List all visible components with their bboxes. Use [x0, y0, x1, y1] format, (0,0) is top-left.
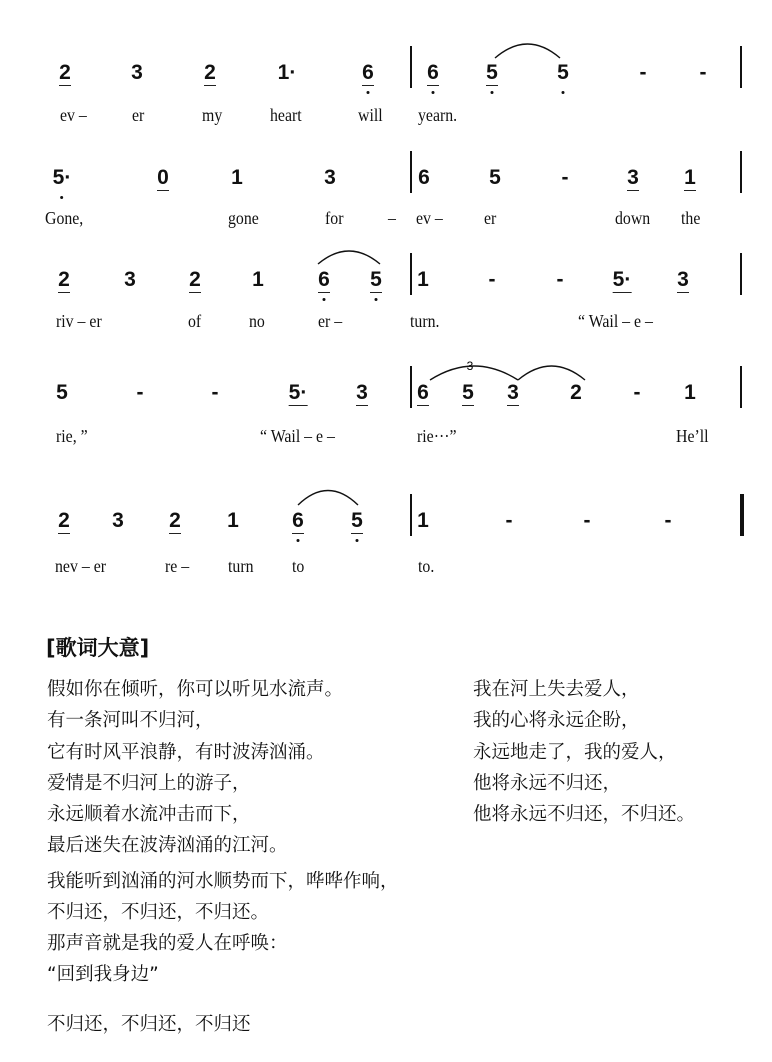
lyric-syllable: rie···”: [417, 426, 457, 446]
note-value: 1: [231, 166, 243, 189]
note-value: 1: [417, 268, 429, 291]
meaning-line: 假如你在倾听，你可以听见水流声。: [47, 679, 344, 700]
meaning-line: 他将永远不归还，: [473, 773, 622, 794]
slur: [318, 251, 380, 264]
meaning-line: 最后迷失在波涛汹涌的江河。: [47, 835, 288, 856]
note-value: 2: [204, 61, 216, 84]
lyric-syllable: Gone,: [45, 208, 84, 228]
note-value: 5·: [612, 268, 632, 291]
note-value: 5: [56, 381, 68, 404]
note-value: 3: [124, 268, 136, 291]
note-value: -: [211, 381, 219, 404]
note-value: 5·: [52, 166, 72, 189]
note-value: -: [556, 268, 564, 291]
meaning-line: 永远地走了，我的爱人，: [473, 742, 677, 763]
lyric-syllable: for: [325, 208, 344, 228]
lyric-syllable: to.: [418, 556, 435, 576]
note-value: 3: [507, 381, 519, 404]
lyric-syllable: of: [188, 311, 202, 331]
lyric-syllable: re –: [165, 556, 190, 576]
note-value: 3: [324, 166, 336, 189]
slur: [518, 366, 585, 380]
section-title: [歌词大意]: [46, 636, 150, 660]
lyric-syllable: yearn.: [418, 105, 458, 125]
lyric-syllable: riv – er: [56, 311, 102, 331]
note-value: 1: [227, 509, 239, 532]
note-value: 2: [58, 509, 70, 532]
note-value: 3: [627, 166, 639, 189]
lyric-syllable: gone: [228, 208, 259, 228]
lyric-syllable: turn: [228, 556, 254, 576]
lyric-syllable: “ Wail – e –: [578, 311, 653, 331]
lyric-syllable: down: [615, 208, 651, 228]
note-value: 1: [252, 268, 264, 291]
note-value: 3: [131, 61, 143, 84]
meaning-line: 不归还，不归还，不归还。: [47, 902, 270, 923]
note-value: 5: [489, 166, 501, 189]
note-value: 5·: [288, 381, 308, 404]
lyric-syllable: er: [484, 208, 497, 228]
note-value: 5: [462, 381, 474, 404]
note-value: 6: [418, 166, 430, 189]
meaning-line: 那声音就是我的爱人在呼唤：: [47, 933, 288, 954]
note-value: 5: [351, 509, 363, 532]
meaning-line: 我的心将永远企盼，: [473, 710, 640, 731]
lyric-syllable: ev –: [60, 105, 87, 125]
note-value: 2: [570, 381, 582, 404]
lyric-syllable: rie, ”: [56, 426, 88, 446]
note-value: -: [561, 166, 569, 189]
meaning-line: 我在河上失去爱人，: [473, 679, 640, 700]
meaning-line: “回到我身边”: [47, 964, 159, 985]
note-value: 1·: [277, 61, 297, 84]
note-value: -: [505, 509, 513, 532]
slur: [298, 491, 358, 506]
note-value: 6: [362, 61, 374, 84]
note-value: 0: [157, 166, 169, 189]
slur: [495, 44, 560, 58]
note-value: 1: [684, 166, 696, 189]
lyric-syllable: ev –: [416, 208, 443, 228]
note-value: 6: [292, 509, 304, 532]
lyric-syllable: will: [358, 105, 383, 125]
lyric-syllable: He’ll: [676, 426, 709, 446]
note-value: -: [488, 268, 496, 291]
note-value: 6: [318, 268, 330, 291]
note-value: -: [664, 509, 672, 532]
lyric-syllable: er –: [318, 311, 343, 331]
note-value: 2: [169, 509, 181, 532]
lyric-syllable: heart: [270, 105, 302, 125]
note-value: -: [639, 61, 647, 84]
meaning-line: 我能听到汹涌的河水顺势而下，哗哗作响，: [47, 871, 399, 892]
lyric-syllable: er: [132, 105, 145, 125]
lyric-syllable: the: [681, 208, 701, 228]
note-value: 6: [417, 381, 429, 404]
meaning-line: 永远顺着水流冲击而下，: [47, 804, 251, 825]
meaning-line: 有一条河叫不归河，: [47, 710, 214, 731]
note-value: 2: [58, 268, 70, 291]
note-value: 5: [370, 268, 382, 291]
note-value: 2: [59, 61, 71, 84]
triplet-label: 3: [466, 359, 474, 373]
note-value: 5: [557, 61, 569, 84]
note-value: 1: [684, 381, 696, 404]
note-value: 1: [417, 509, 429, 532]
note-value: 2: [189, 268, 201, 291]
note-value: -: [136, 381, 144, 404]
note-value: -: [699, 61, 707, 84]
note-value: 3: [356, 381, 368, 404]
note-value: -: [583, 509, 591, 532]
note-value: 5: [486, 61, 498, 84]
slur: [430, 366, 518, 380]
note-value: 3: [112, 509, 124, 532]
lyric-syllable: my: [202, 105, 223, 125]
lyric-syllable: no: [249, 311, 265, 331]
meaning-line: 不归还，不归还，不归还: [47, 1014, 251, 1035]
meaning-line: 他将永远不归还，不归还。: [473, 804, 696, 825]
lyric-syllable: turn.: [410, 311, 440, 331]
note-value: 3: [677, 268, 689, 291]
meaning-line: 爱情是不归河上的游子，: [47, 773, 251, 794]
lyric-syllable: “ Wail – e –: [260, 426, 335, 446]
lyric-syllable: to: [292, 556, 305, 576]
meaning-line: 它有时风平浪静，有时波涛汹涌。: [47, 742, 325, 763]
lyric-syllable: –: [388, 208, 396, 228]
note-value: 6: [427, 61, 439, 84]
note-value: -: [633, 381, 641, 404]
lyric-syllable: nev – er: [55, 556, 107, 576]
